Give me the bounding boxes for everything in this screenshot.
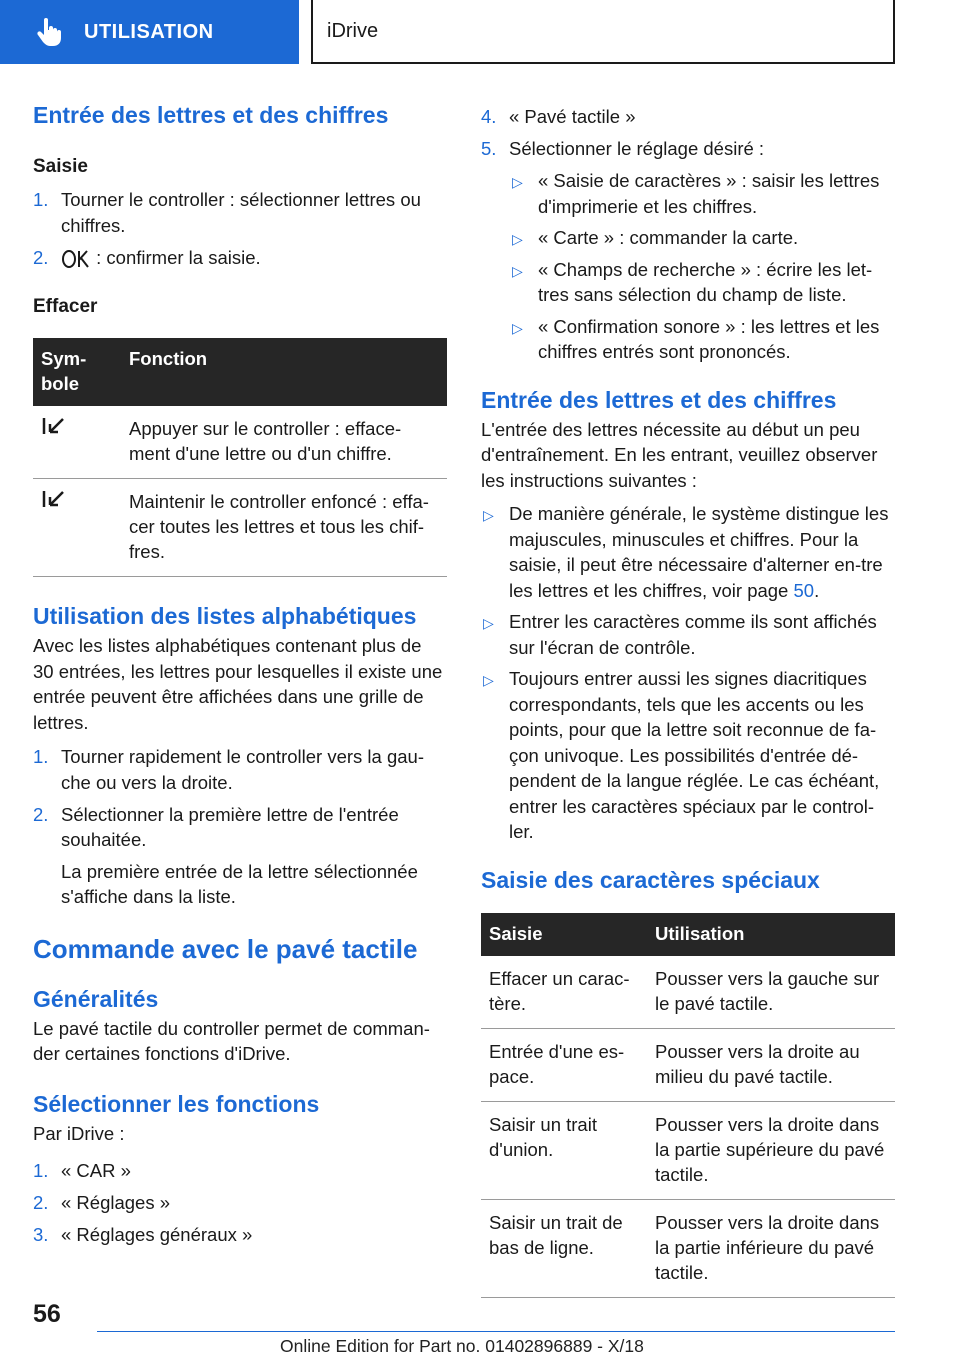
- heading-saisie: Saisie: [33, 156, 88, 177]
- delete-arrow-icon: [41, 489, 69, 509]
- chapter-title: iDrive: [327, 19, 379, 42]
- select-steps: [33, 1158, 447, 1248]
- heading-lists: Utilisation des listes alphabétiques: [33, 603, 417, 629]
- table-row: Saisir un trait de bas de ligne. Pousser vers la droite dans la partie inférieure du pavé tactile.: [481, 1199, 895, 1297]
- table-row: Saisir un trait d'union. Pousser vers la droite dans la partie supérieure du pavé tactile.: [481, 1101, 895, 1199]
- heading-touchpad: Commande avec le pavé tactile: [33, 933, 418, 964]
- table-header-function: Fonction: [121, 338, 447, 406]
- list-item: ▷ « Confirmation sonore » : les lettres et les chiffres entrés sont prononcés.: [512, 315, 880, 362]
- table-row: Entrée d'une es-pace. Pousser vers la droite au milieu du pavé tactile.: [481, 1028, 895, 1101]
- triangle-bullet-icon: ▷: [512, 262, 523, 279]
- heading-special: Saisie des caractères spéciaux: [481, 866, 820, 893]
- list-item: ▷ Toujours entrer aussi les signes diacritiques correspondants, tels que les accents ou les points, pour que la lettre soit reconnue de fa-çon univoque. Les possibilités d'entrée dé-pendent de la langue réglée. Le cas échéant, entrer les caractères spéciaux par le control-ler.: [483, 668, 880, 842]
- page-number: 56: [33, 1300, 61, 1328]
- special-table: [481, 913, 895, 1298]
- triangle-bullet-icon: ▷: [483, 507, 494, 523]
- list-item: 2. Sélectionner la première lettre de l'entrée souhaitée. La première entrée de la lettre sélectionnée s'affiche dans la liste.: [33, 803, 418, 907]
- list-item: ▷ « Saisie de caractères » : saisir les lettres d'imprimerie et les chiffres.: [512, 170, 880, 217]
- list-item: ▷ De manière générale, le système distingue les majuscules, minuscules et chiffres. Pour la saisie, il peut être nécessaire d'alterner en-tre les lettres et les chiffres, voir page 50.: [483, 503, 889, 601]
- lists-steps: [33, 744, 447, 910]
- table-header-saisie: Saisie: [481, 913, 647, 956]
- entry2-paragraph: L'entrée des lettres nécessite au début un peu d'entraînement. En les entrant, veuillez observer les instructions suivantes :: [481, 418, 878, 491]
- select-paragraph: Par iDrive :: [33, 1122, 125, 1144]
- heading-entry: Entrée des lettres et des chiffres: [33, 102, 389, 128]
- entry2-bullets: [481, 501, 895, 845]
- list-item: 2. « Réglages »: [33, 1192, 171, 1213]
- general-paragraph: Le pavé tactile du controller permet de comman-der certaines fonctions d'iDrive.: [33, 1017, 430, 1064]
- chapter-header: [311, 0, 895, 64]
- section-tab: [0, 0, 299, 64]
- list-item: 1. « CAR »: [33, 1160, 131, 1181]
- page-link[interactable]: 50: [793, 579, 815, 601]
- list-item: ▷ « Champs de recherche » : écrire les let-tres sans sélection du champ de liste.: [512, 258, 873, 305]
- triangle-bullet-icon: ▷: [483, 672, 494, 688]
- right-column: [481, 100, 895, 1298]
- delete-arrow-icon: [41, 416, 69, 436]
- section-title: UTILISATION: [84, 20, 214, 43]
- effacer-table: [33, 338, 447, 577]
- list-item: 3. « Réglages généraux »: [33, 1224, 253, 1245]
- heading-select: Sélectionner les fonctions: [33, 1090, 320, 1117]
- list-item: 1. Tourner le controller : sélectionner lettres ou chiffres.: [33, 189, 421, 236]
- list-item: ▷ « Carte » : commander la carte.: [481, 225, 895, 251]
- footer-divider: [97, 1331, 895, 1332]
- triangle-bullet-icon: ▷: [512, 174, 523, 190]
- list-item: 1. Tourner rapidement le controller vers la gau-che ou vers la droite.: [33, 746, 424, 793]
- table-header-symbol: Sym-bole: [33, 338, 121, 406]
- triangle-bullet-icon: ▷: [483, 615, 494, 631]
- saisie-steps: [33, 187, 447, 270]
- left-column: [33, 100, 447, 1254]
- heading-effacer: Effacer: [33, 296, 98, 317]
- triangle-bullet-icon: ▷: [512, 231, 523, 247]
- table-row: Effacer un carac-tère. Pousser vers la gauche sur le pavé tactile.: [481, 956, 895, 1029]
- ok-icon: [61, 248, 91, 270]
- heading-general: Généralités: [33, 985, 159, 1012]
- list-item: 2. : confirmer la saisie.: [33, 245, 447, 271]
- footer-edition: Online Edition for Part no. 01402896889 - X/18: [280, 1336, 644, 1356]
- lists-paragraph: Avec les listes alphabétiques contenant plus de 30 entrées, les lettres pour lesquelles il existe une entrée peuvent être affichées dans une grille de lettres.: [33, 635, 443, 733]
- settings-options: [481, 168, 895, 365]
- table-row: Maintenir le controller enfoncé : effa-cer toutes les lettres et tous les chif-fres.: [33, 479, 447, 577]
- heading-entry-2: Entrée des lettres et des chiffres: [481, 386, 837, 413]
- table-row: Appuyer sur le controller : efface-ment d'une lettre ou d'un chiffre.: [33, 406, 447, 479]
- list-item: 4. « Pavé tactile »: [481, 106, 636, 127]
- list-item: 5. Sélectionner le réglage désiré :: [481, 138, 765, 159]
- table-header-utilisation: Utilisation: [647, 913, 895, 956]
- hand-pointer-icon: [34, 17, 64, 47]
- triangle-bullet-icon: ▷: [512, 319, 523, 336]
- list-item: ▷ Entrer les caractères comme ils sont affichés sur l'écran de contrôle.: [483, 611, 877, 658]
- settings-steps: [481, 104, 895, 162]
